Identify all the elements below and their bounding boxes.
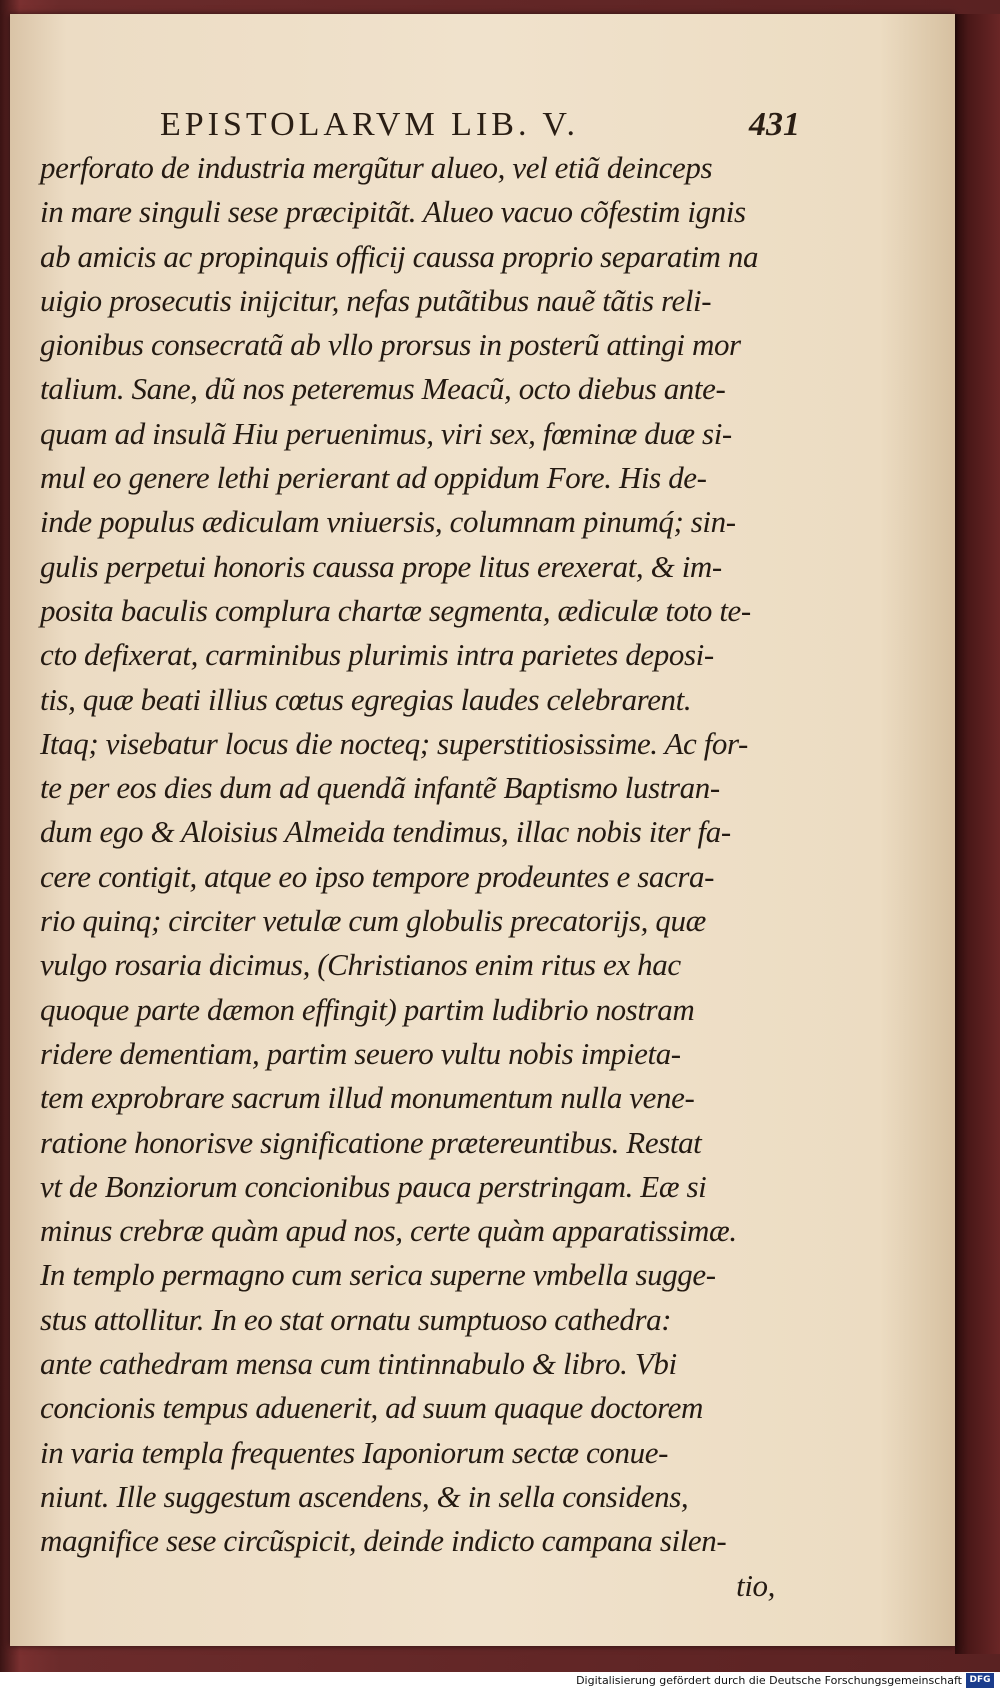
book-page (10, 14, 955, 1646)
binding-edge (955, 14, 1000, 1654)
running-head: EPISTOLARVM LIB. V. (160, 106, 580, 143)
text-line: cto defixerat, carminibus plurimis intra parietes deposi- (40, 637, 714, 673)
text-line: gulis perpetui honoris caussa prope litus erexerat, & im- (40, 548, 722, 584)
text-line: concionis tempus aduenerit, ad suum quaque doctorem (40, 1390, 703, 1426)
text-line: niunt. Ille suggestum ascendens, & in sella considens, (40, 1478, 689, 1514)
text-line: ante cathedram mensa cum tintinnabulo & libro. Vbi (40, 1346, 677, 1382)
dfg-logo: DFG (966, 1673, 994, 1688)
text-line: ab amicis ac propinquis officij caussa proprio separatim na (40, 238, 759, 274)
body-text (40, 146, 780, 1608)
text-line: cere contigit, atque eo ipso tempore prodeuntes e sacra- (40, 858, 715, 894)
text-line: dum ego & Aloisius Almeida tendimus, illac nobis iter fa- (40, 814, 731, 850)
text-line: stus attollitur. In eo stat ornatu sumptuoso cathedra: (40, 1301, 672, 1337)
page-header (160, 94, 800, 144)
text-line: Itaq; visebatur locus die nocteq; superstitiosissime. Ac for- (40, 725, 748, 761)
text-line: quoque parte dæmon effingit) partim ludibrio nostram (40, 991, 695, 1027)
text-line: magnifice sese circũspicit, deinde indicto campana silen- (40, 1523, 727, 1559)
text-line: uigio prosecutis inijcitur, nefas putãtibus nauẽ tãtis reli- (40, 282, 712, 318)
catchword: tio, (736, 1567, 775, 1603)
text-line: vt de Bonziorum concionibus pauca perstringam. Eæ si (40, 1168, 707, 1204)
text-line: ratione honorisve significatione prætereuntibus. Restat (40, 1124, 702, 1160)
text-line: te per eos dies dum ad quendã infantẽ Baptismo lustran- (40, 770, 720, 806)
text-line: in varia templa frequentes Iaponiorum sectæ conue- (40, 1434, 669, 1470)
text-line: gionibus consecratã ab vllo prorsus in posterũ attingi mor (40, 327, 741, 363)
text-line: In templo permagno cum serica superne vmbella sugge- (40, 1257, 716, 1293)
text-line: rio quinq; circiter vetulæ cum globulis precatorijs, quæ (40, 903, 706, 939)
text-line: tis, quæ beati illius cœtus egregias laudes celebrarent. (40, 681, 692, 717)
text-line: in mare singuli sese præcipitãt. Alueo vacuo cõfestim ignis (40, 194, 746, 230)
text-line: minus crebræ quàm apud nos, certe quàm apparatissimæ. (40, 1213, 737, 1249)
text-line: vulgo rosaria dicimus, (Christianos enim ritus ex hac (40, 947, 681, 983)
text-line: inde populus ædiculam vniuersis, columnam pinumq́; sin- (40, 504, 736, 540)
text-line: tem exprobrare sacrum illud monumentum nulla vene- (40, 1080, 695, 1116)
text-line: mul eo genere lethi perierant ad oppidum Fore. His de- (40, 460, 707, 496)
text-line: ridere dementiam, partim seuero vultu nobis impieta- (40, 1035, 681, 1071)
text-line: talium. Sane, dũ nos peteremus Meacũ, octo diebus ante- (40, 371, 726, 407)
text-line: posita baculis complura chartæ segmenta, ædiculæ toto te- (40, 592, 751, 628)
text-line: perforato de industria mergũtur alueo, vel etiã deinceps (40, 150, 713, 185)
page-number: 431 (749, 106, 800, 143)
text-line: quam ad insulã Hiu peruenimus, viri sex, fœminæ duæ si- (40, 415, 732, 451)
dfg-credit: Digitalisierung gefördert durch die Deutsche Forschungsgemeinschaft (576, 1674, 962, 1687)
